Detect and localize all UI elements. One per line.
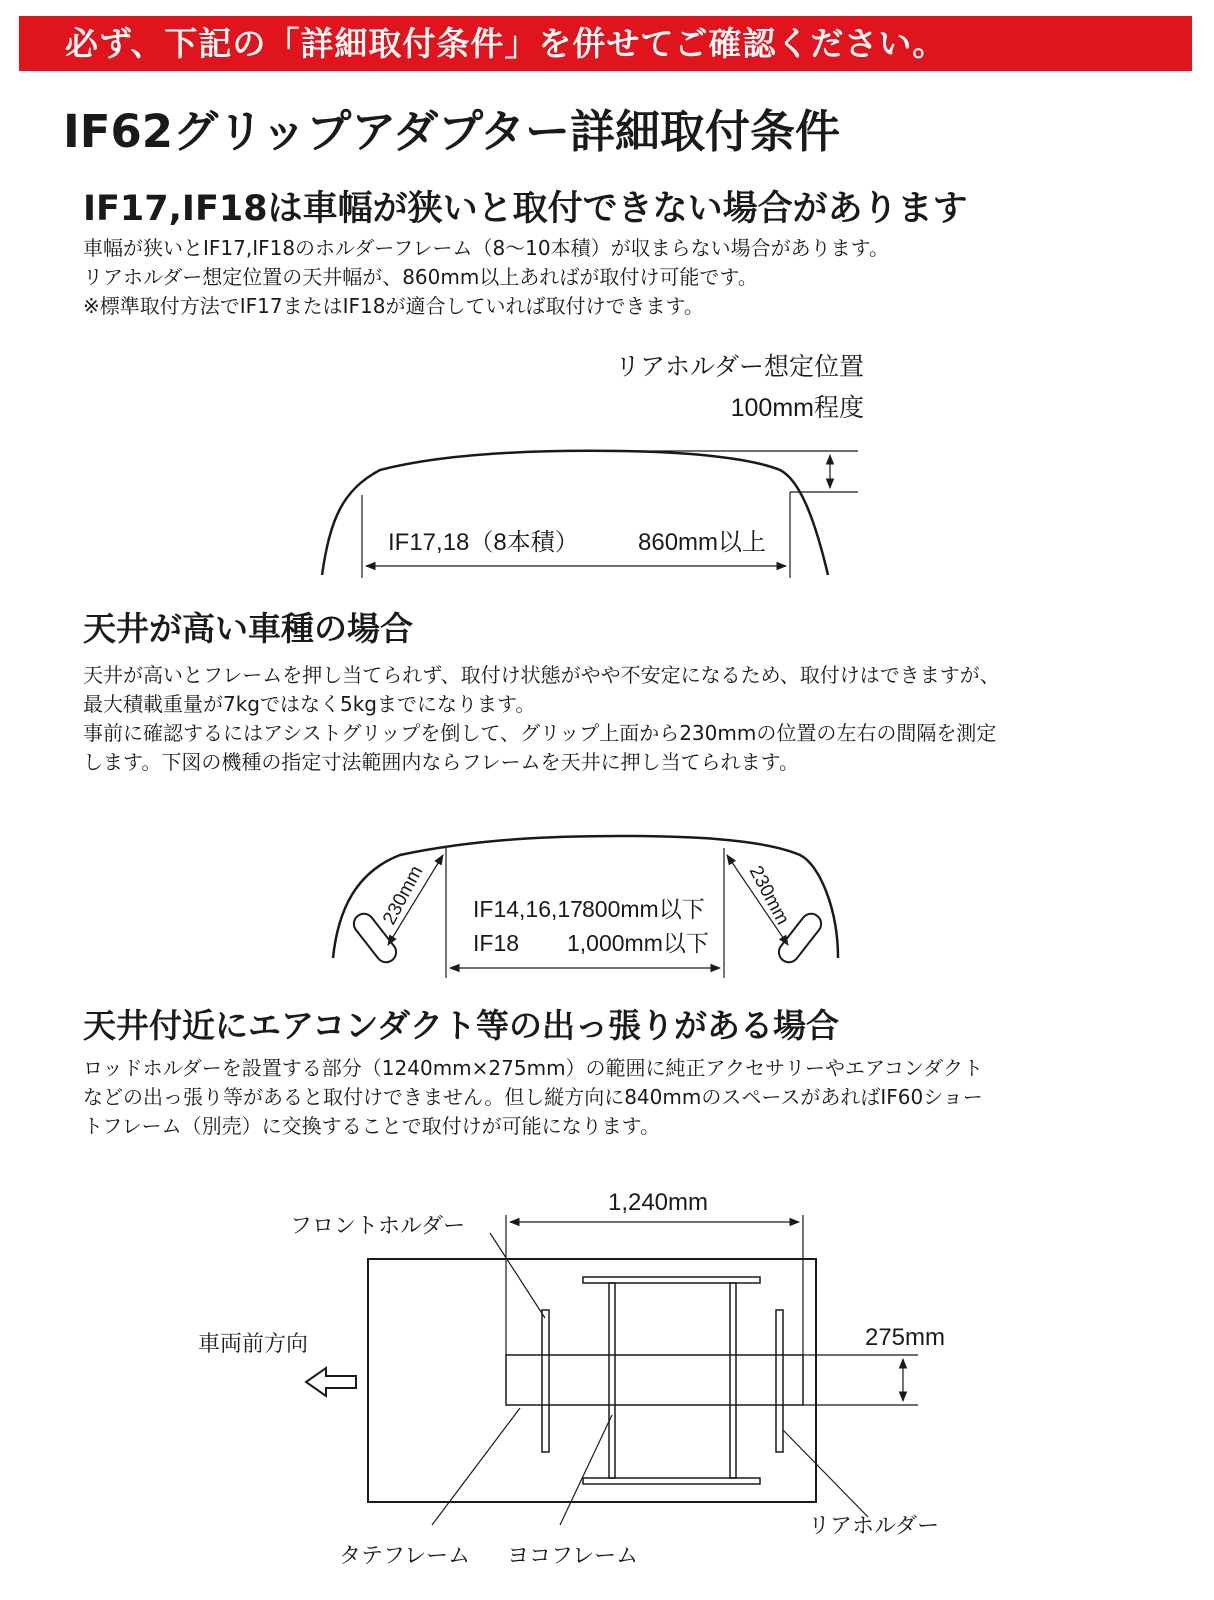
top-view-diagram [306,1215,918,1525]
text-line: ロッドホルダーを設置する部分（1240mm×275mm）の範囲に純正アクセサリーやエアコンダクト [83,1056,984,1080]
text-line: ※標準取付方法でIF17またはIF18が適合していれば取付けできます。 [83,294,704,318]
ceiling-area [368,1259,816,1502]
horizontal-frame-bottom [583,1478,760,1484]
text-line: 車幅が狭いとIF17,IF18のホルダーフレーム（8～10本積）が収まらない場合があります。 [83,236,890,260]
label-row1-model: IF14,16,17 [473,896,583,922]
notice-banner: 必ず、下記の「詳細取付条件」を併せてご確認ください。 [19,16,1192,71]
label-min-width: 860mm以上 [638,529,767,556]
label-vertical-frame: タテフレーム [339,1543,471,1568]
label-grip-distance-right: 230mm [744,862,793,929]
label-horizontal-frame: ヨコフレーム [507,1543,639,1568]
label-height-275: 275mm [864,1324,945,1351]
leader-horizontal-frame [560,1415,612,1525]
label-row2-value: 1,000mm以下 [567,930,709,956]
leader-vertical-frame [432,1408,520,1525]
rod-holder-zone [506,1355,803,1405]
text-line: などの出っ張り等があると取付けできません。但し縦方向に840mmのスペースがあればIF60ショー [83,1085,983,1109]
vertical-frame-right [730,1283,736,1478]
arrow-left-icon [306,1368,356,1396]
leader-rear-holder [783,1430,868,1517]
label-rear-holder-position: リアホルダー想定位置 [614,353,864,381]
leader-front-holder [490,1233,545,1318]
section-heading-narrow-width: IF17,IF18は車幅が狭いと取付できない場合があります [83,189,968,229]
vertical-frame-left [609,1283,615,1478]
label-row1-value: 800mm以下 [582,896,705,922]
roof-outline [322,451,828,575]
label-grip-distance-left: 230mm [379,862,428,929]
text-line: します。下図の機種の指定寸法範囲内ならフレームを天井に押し当てられます。 [83,750,799,774]
label-rear-holder: リアホルダー [808,1513,940,1538]
label-offset: 100mm程度 [730,394,864,422]
front-holder [542,1310,549,1452]
rear-holder [776,1310,783,1452]
label-model: IF17,18（8本積） [388,529,579,556]
horizontal-frame-top [583,1277,760,1283]
section-heading-air-duct: 天井付近にエアコンダクト等の出っ張りがある場合 [83,1006,840,1045]
label-row2-model: IF18 [473,930,520,956]
text-line: トフレーム（別売）に交換することで取付けが可能になります。 [83,1114,660,1138]
text-line: 天井が高いとフレームを押し当てられず、取付け状態がやや不安定になるため、取付けはできますが、 [83,663,1000,687]
label-width-1240: 1,240mm [607,1189,709,1216]
text-line: 事前に確認するにはアシストグリップを倒して、グリップ上面から230mmの位置の左右の間隔を測定 [83,721,997,745]
label-front-holder: フロントホルダー [290,1213,466,1238]
section-heading-high-ceiling: 天井が高い車種の場合 [83,609,413,648]
text-line: 最大積載重量が7kgではなく5kgまでになります。 [83,692,536,716]
roof-width-diagram [322,451,858,578]
text-line: リアホルダー想定位置の天井幅が、860mm以上あればが取付け可能です。 [83,265,758,289]
label-direction: 車両前方向 [198,1331,309,1356]
page-title: IF62グリップアダプター詳細取付条件 [63,105,841,158]
